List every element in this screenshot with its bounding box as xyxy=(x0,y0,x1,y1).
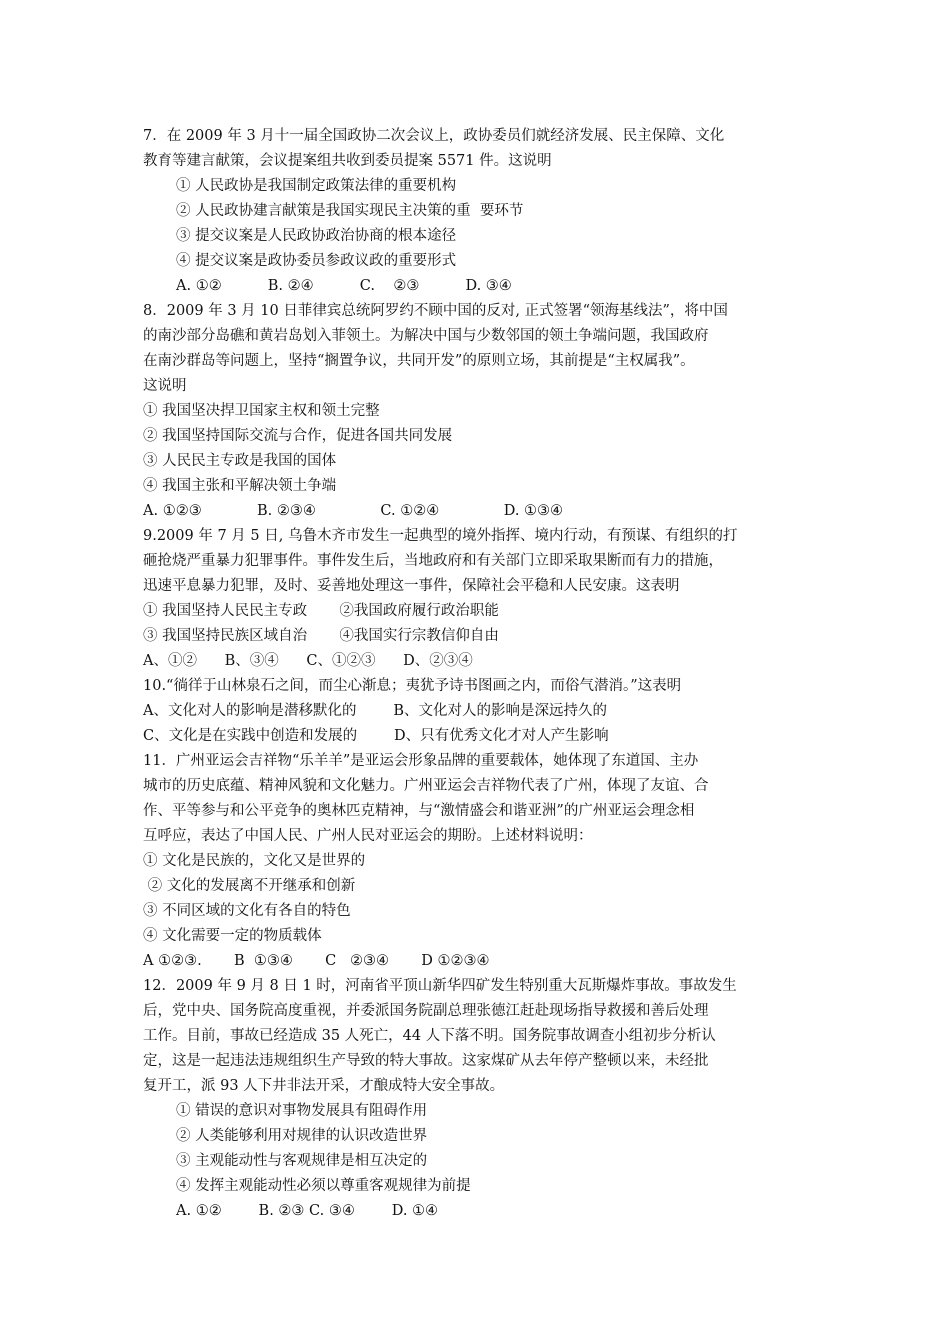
answer-item: ③ 提交议案是人民政协政治协商的根本途径 xyxy=(176,228,457,244)
answer-item: ① 我国坚决捍卫国家主权和领土完整 xyxy=(143,403,380,419)
question-stem-line: 定，这是一起违法违规组织生产导致的特大事故。这家煤矿从去年停产整顿以来，未经批 xyxy=(143,1053,709,1069)
question-10 xyxy=(143,674,833,749)
answer-item: ③ 人民民主专政是我国的国体 xyxy=(143,453,337,469)
question-stem-line: 工作。目前，事故已经造成 35 人死亡，44 人下落不明。国务院事故调查小组初步分析认 xyxy=(143,1028,716,1044)
answer-options: A. ①② B. ②④ C. ②③ D. ③④ xyxy=(176,278,512,294)
question-stem-line: 7．在 2009 年 3 月十一届全国政协二次会议上，政协委员们就经济发展、民主保障、文化 xyxy=(143,128,725,144)
question-stem-line: 砸抢烧严重暴力犯罪事件。事件发生后，当地政府和有关部门立即采取果断而有力的措施， xyxy=(143,553,723,569)
answer-item: ① 文化是民族的，文化又是世界的 xyxy=(143,853,366,869)
question-stem-line: 教育等建言献策，会议提案组共收到委员提案 5571 件。这说明 xyxy=(143,153,552,169)
answer-item: ③ 不同区域的文化有各自的特色 xyxy=(143,903,351,919)
question-stem-line: 作、平等参与和公平竞争的奥林匹克精神，与“激情盛会和谐亚洲”的广州亚运会理念相 xyxy=(143,803,695,819)
answer-options: A. ①②③ B. ②③④ C. ①②④ D. ①③④ xyxy=(143,503,564,519)
answer-item: ① 我国坚持人民民主专政 ②我国政府履行政治职能 xyxy=(143,603,499,619)
question-7 xyxy=(143,124,833,299)
answer-item: C、文化是在实践中创造和发展的 D、只有优秀文化才对人产生影响 xyxy=(143,728,609,744)
question-stem-line: 这说明 xyxy=(143,378,187,394)
question-9 xyxy=(143,524,833,674)
answer-item: ③ 我国坚持民族区域自治 ④我国实行宗教信仰自由 xyxy=(143,628,499,644)
answer-item: ① 错误的意识对事物发展具有阻碍作用 xyxy=(176,1103,428,1119)
question-stem-line: 11．广州亚运会吉祥物“乐羊羊”是亚运会形象品牌的重要载体，她体现了东道国、主办 xyxy=(143,753,699,769)
answer-item: ② 人民政协建言献策是我国实现民主决策的重 要环节 xyxy=(176,203,524,219)
question-12 xyxy=(143,974,833,1224)
question-8 xyxy=(143,299,833,524)
answer-item: ③ 主观能动性与客观规律是相互决定的 xyxy=(176,1153,428,1169)
question-stem-line: 复开工，派 93 人下井非法开采，才酿成特大安全事故。 xyxy=(143,1078,505,1094)
question-stem-line: 后，党中央、国务院高度重视，并委派国务院副总理张德江赶赴现场指导救援和善后处理 xyxy=(143,1003,709,1019)
question-stem-line: 城市的历史底蕴、精神风貌和文化魅力。广州亚运会吉祥物代表了广州，体现了友谊、合 xyxy=(143,778,709,794)
question-stem-line: 8．2009 年 3 月 10 日菲律宾总统阿罗约不顾中国的反对, 正式签署“领海基线法”，将中国 xyxy=(143,303,728,319)
answer-item: ④ 发挥主观能动性必须以尊重客观规律为前提 xyxy=(176,1178,471,1194)
question-list xyxy=(143,124,833,1224)
answer-options: A. ①② B. ②③ C. ③④ D. ①④ xyxy=(176,1203,439,1219)
answer-item: ② 文化的发展离不开继承和创新 xyxy=(143,878,356,894)
answer-item: ② 我国坚持国际交流与合作，促进各国共同发展 xyxy=(143,428,453,444)
question-stem-line: 10.“徜徉于山林泉石之间，而尘心渐息；夷犹予诗书图画之内，而俗气潜消。”这表明 xyxy=(143,678,682,694)
answer-item: ② 人类能够利用对规律的认识改造世界 xyxy=(176,1128,428,1144)
answer-item: A、文化对人的影响是潜移默化的 B、文化对人的影响是深远持久的 xyxy=(143,703,607,719)
answer-options: A、①② B、③④ C、①②③ D、②③④ xyxy=(143,653,473,669)
question-stem-line: 互呼应，表达了中国人民、广州人民对亚运会的期盼。上述材料说明： xyxy=(143,828,593,844)
question-stem-line: 9.2009 年 7 月 5 日, 乌鲁木齐市发生一起典型的境外指挥、境内行动，有预谋、有组织的打 xyxy=(143,528,738,544)
question-stem-line: 迅速平息暴力犯罪，及时、妥善地处理这一事件，保障社会平稳和人民安康。这表明 xyxy=(143,578,680,594)
question-11 xyxy=(143,749,833,974)
question-stem-line: 在南沙群岛等问题上，坚持“搁置争议，共同开发”的原则立场，其前提是“主权属我”。 xyxy=(143,353,695,369)
question-stem-line: 12．2009 年 9 月 8 日 1 时，河南省平顶山新华四矿发生特别重大瓦斯爆炸事故。事故发生 xyxy=(143,978,737,994)
answer-item: ④ 文化需要一定的物质载体 xyxy=(143,928,322,944)
question-stem-line: 的南沙部分岛礁和黄岩岛划入菲领土。为解决中国与少数邻国的领土争端问题，我国政府 xyxy=(143,328,709,344)
answer-item: ④ 我国主张和平解决领土争端 xyxy=(143,478,337,494)
answer-item: ④ 提交议案是政协委员参政议政的重要形式 xyxy=(176,253,457,269)
answer-item: ① 人民政协是我国制定政策法律的重要机构 xyxy=(176,178,457,194)
answer-options: A ①②③. B ①③④ C ②③④ D ①②③④ xyxy=(143,953,490,969)
